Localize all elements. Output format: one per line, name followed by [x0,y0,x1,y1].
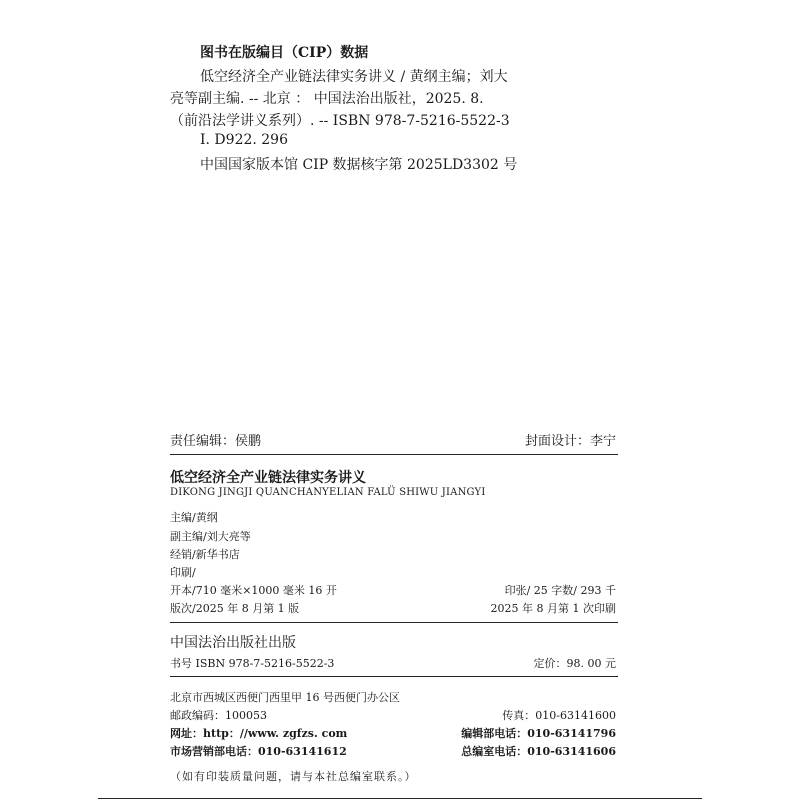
cip-line-2: 亮等副主编. -- 北京 ： 中国法治出版社，2025. 8. [170,91,484,107]
quality-note: （如有印装质量问题，请与本社总编室联系。） [170,770,417,783]
website: 网址：http：//www. zgfzs. com [170,727,348,740]
divider-middle [170,622,618,623]
cip-line-5: 中国国家版本馆 CIP 数据核字第 2025LD3302 号 [200,157,518,173]
editorial-phone: 编辑部电话：010-63141796 [461,727,616,740]
divider-bottom [170,676,618,677]
fax: 传真：010-63141600 [502,709,616,722]
publisher-name: 中国法治出版社出版 [170,635,296,651]
chief-editor: 主编/黄纲 [170,511,218,524]
edition: 版次/2025 年 8 月第 1 版 [170,602,300,615]
responsible-editor: 责任编辑：侯鹏 [170,434,262,449]
book-format: 开本/710 毫米×1000 毫米 16 开 [170,584,337,597]
distributor: 经销/新华书店 [170,548,240,561]
isbn: 书号 ISBN 978-7-5216-5522-3 [170,657,335,670]
general-office-phone: 总编室电话：010-63141606 [461,745,616,758]
book-title: 低空经济全产业链法律实务讲义 [170,470,366,486]
book-title-pinyin: DIKONG JINGJI QUANCHANYELIAN FALÜ SHIWU JIANGYI [170,487,486,498]
cip-line-4: Ⅰ. D922. 296 [200,132,288,148]
price: 定价：98. 00 元 [533,657,616,670]
page-edge-line [98,798,702,799]
marketing-phone: 市场营销部电话：010-63141612 [170,745,347,758]
printing: 2025 年 8 月第 1 次印刷 [490,602,616,615]
cover-design: 封面设计：李宁 [524,434,616,449]
cip-line-3: （前沿法学讲义系列）. -- ISBN 978-7-5216-5522-3 [170,113,510,129]
cip-line-1: 低空经济全产业链法律实务讲义 / 黄纲主编；刘大 [200,69,508,85]
cip-heading: 图书在版编目（CIP）数据 [200,45,369,61]
publisher-address: 北京市西城区西便门西里甲 16 号西便门办公区 [170,691,400,704]
deputy-editor: 副主编/刘大亮等 [170,530,251,543]
printer: 印刷/ [170,566,196,579]
sheets-and-words: 印张/ 25 字数/ 293 千 [504,584,616,597]
divider-top [170,454,618,455]
postcode: 邮政编码：100053 [170,709,267,722]
